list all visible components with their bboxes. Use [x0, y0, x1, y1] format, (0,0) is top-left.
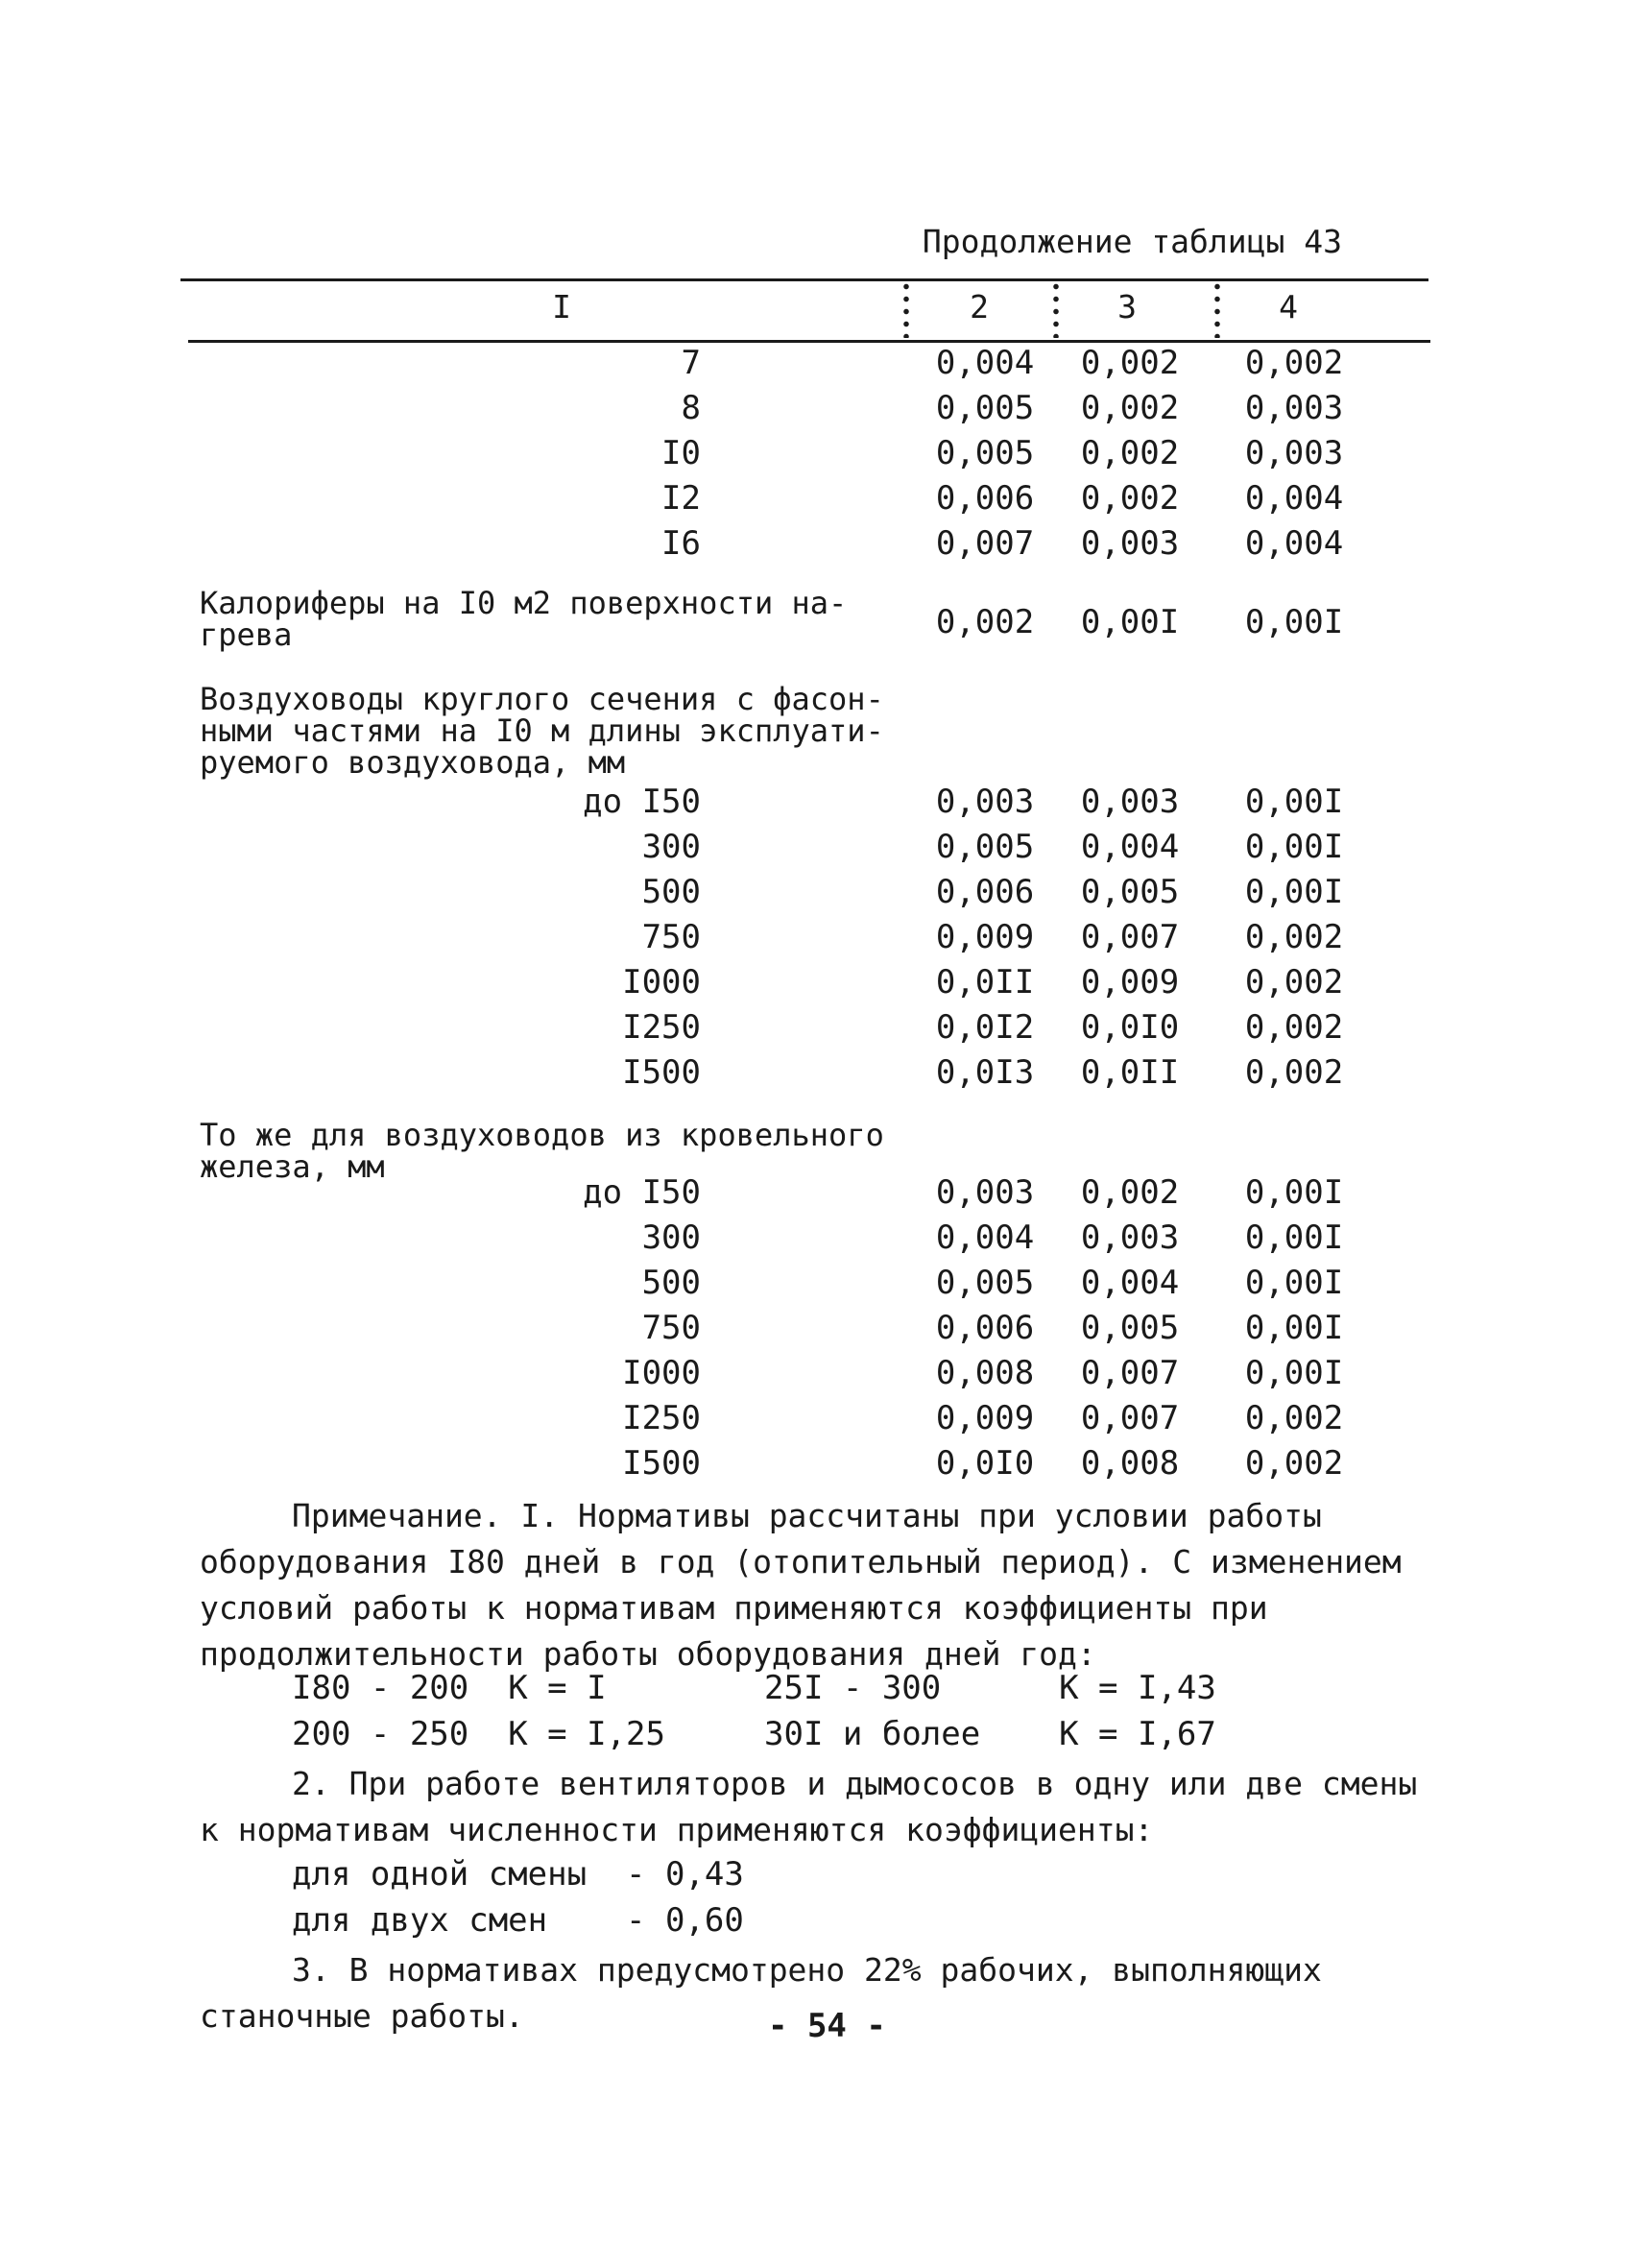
table-header-rule — [188, 340, 1430, 343]
cell-col4: 0,002 — [1244, 1008, 1344, 1047]
cell-col4: 0,004 — [1244, 479, 1344, 518]
column-header-2: 2 — [970, 288, 989, 326]
shift-value: - 0,43 — [626, 1855, 744, 1894]
column-header-4: 4 — [1279, 288, 1298, 326]
cell-col3: 0,003 — [1080, 1218, 1180, 1257]
coefficient-range: 25I - 300 — [764, 1669, 942, 1707]
table-row — [0, 1309, 1632, 1353]
coefficient-value: К = I,25 — [508, 1715, 665, 1753]
note-2-text: 2. При работе вентиляторов и дымососов в одну или две смены к нормативам численности применяются коэффициенты: — [200, 1765, 1418, 1848]
cell-col4: 0,004 — [1244, 524, 1344, 563]
cell-col3: 0,00I — [1080, 603, 1180, 641]
note-1-text: Примечание. I. Нормативы рассчитаны при условии работы оборудования I80 дней в год (отопительный период). С изменением условий работы к нормативам применяются коэффициенты при продолжительности работы оборудования дней год: — [200, 1497, 1402, 1673]
cell-col3: 0,007 — [1080, 1354, 1180, 1392]
row-label: 300 — [641, 828, 701, 866]
row-label: I6 — [661, 524, 701, 563]
row-label: 7 — [681, 344, 701, 382]
cell-col2: 0,008 — [935, 1354, 1035, 1392]
column-header-3: 3 — [1117, 288, 1137, 326]
table-row — [0, 1218, 1632, 1263]
table-row — [0, 873, 1632, 917]
cell-col2: 0,005 — [935, 1264, 1035, 1302]
cell-col3: 0,003 — [1080, 783, 1180, 821]
table-row — [0, 434, 1632, 478]
shift-value: - 0,60 — [626, 1901, 744, 1940]
table-row — [0, 1264, 1632, 1308]
table-row — [0, 918, 1632, 962]
cell-col3: 0,005 — [1080, 873, 1180, 911]
cell-col2: 0,009 — [935, 918, 1035, 956]
cell-col2: 0,007 — [935, 524, 1035, 563]
row-label: 750 — [641, 918, 701, 956]
cell-col3: 0,005 — [1080, 1309, 1180, 1347]
cell-col4: 0,002 — [1244, 963, 1344, 1001]
note-1 — [200, 1493, 1448, 1677]
cell-col3: 0,002 — [1080, 389, 1180, 427]
row-label: до I50 — [583, 783, 701, 821]
shift-coefficient-item — [292, 1855, 744, 1894]
row-label: 500 — [641, 873, 701, 911]
cell-col3: 0,008 — [1080, 1444, 1180, 1483]
cell-col4: 0,00I — [1244, 1173, 1344, 1212]
cell-col3: 0,007 — [1080, 918, 1180, 956]
column-separator — [1053, 280, 1059, 338]
cell-col2: 0,006 — [935, 1309, 1035, 1347]
cell-col2: 0,006 — [935, 479, 1035, 518]
cell-col4: 0,00I — [1244, 828, 1344, 866]
row-label: I250 — [622, 1008, 701, 1047]
row-label: I500 — [622, 1053, 701, 1092]
row-label: до I50 — [583, 1173, 701, 1212]
cell-col3: 0,004 — [1080, 828, 1180, 866]
cell-col3: 0,009 — [1080, 963, 1180, 1001]
coefficient-item — [292, 1715, 665, 1753]
cell-col3: 0,002 — [1080, 479, 1180, 518]
cell-col2: 0,003 — [935, 783, 1035, 821]
cell-col2: 0,005 — [935, 389, 1035, 427]
cell-col4: 0,003 — [1244, 389, 1344, 427]
table-row — [0, 344, 1632, 388]
row-label: I2 — [661, 479, 701, 518]
row-label: I000 — [622, 963, 701, 1001]
cell-col3: 0,0II — [1080, 1053, 1180, 1092]
coefficient-range: I80 - 200 — [292, 1669, 469, 1707]
row-label: I0 — [661, 434, 701, 472]
table-row — [0, 524, 1632, 568]
cell-col4: 0,00I — [1244, 783, 1344, 821]
row-label: I500 — [622, 1444, 701, 1483]
cell-col2: 0,004 — [935, 1218, 1035, 1257]
table-caption: Продолжение таблицы 43 — [922, 223, 1342, 260]
cell-col2: 0,005 — [935, 434, 1035, 472]
table-row — [0, 479, 1632, 523]
coefficient-item — [764, 1669, 1216, 1707]
table-row — [0, 828, 1632, 872]
table-row — [0, 1354, 1632, 1398]
cell-col4: 0,00I — [1244, 1354, 1344, 1392]
cell-col2: 0,0II — [935, 963, 1035, 1001]
cell-col3: 0,007 — [1080, 1399, 1180, 1437]
cell-col2: 0,009 — [935, 1399, 1035, 1437]
cell-col3: 0,002 — [1080, 434, 1180, 472]
coefficient-range: 30I и более — [764, 1715, 981, 1753]
table-row — [0, 783, 1632, 827]
cell-col4: 0,002 — [1244, 1444, 1344, 1483]
cell-col4: 0,00I — [1244, 873, 1344, 911]
page-number: - 54 - — [768, 2007, 886, 2045]
cell-col2: 0,003 — [935, 1173, 1035, 1212]
row-label: I000 — [622, 1354, 701, 1392]
cell-col4: 0,00I — [1244, 1309, 1344, 1347]
column-separator — [903, 280, 909, 338]
column-header-1: I — [552, 288, 571, 326]
table-row — [0, 1399, 1632, 1443]
column-separator — [1214, 280, 1220, 338]
cell-col4: 0,00I — [1244, 1264, 1344, 1302]
cell-col2: 0,0I0 — [935, 1444, 1035, 1483]
row-label: 300 — [641, 1218, 701, 1257]
coefficient-value: К = I,43 — [1059, 1669, 1216, 1707]
cell-col3: 0,002 — [1080, 1173, 1180, 1212]
cell-col3: 0,003 — [1080, 524, 1180, 563]
shift-label: для одной смены — [292, 1855, 588, 1894]
table-row — [0, 963, 1632, 1007]
cell-col3: 0,0I0 — [1080, 1008, 1180, 1047]
table-row — [0, 1173, 1632, 1218]
cell-col3: 0,002 — [1080, 344, 1180, 382]
roof-ducts-title: То же для воздуховодов из кровельного железа, мм — [200, 1117, 884, 1185]
cell-col4: 0,00I — [1244, 1218, 1344, 1257]
table-row — [0, 1053, 1632, 1098]
coefficient-item — [764, 1715, 1216, 1753]
cell-col4: 0,00I — [1244, 603, 1344, 641]
coefficient-value: К = I — [508, 1669, 607, 1707]
coefficient-value: К = I,67 — [1059, 1715, 1216, 1753]
shift-coefficient-item — [292, 1901, 744, 1940]
note-2 — [200, 1761, 1448, 1853]
shift-label: для двух смен — [292, 1901, 548, 1940]
cell-col4: 0,003 — [1244, 434, 1344, 472]
row-label: 750 — [641, 1309, 701, 1347]
row-label: 500 — [641, 1264, 701, 1302]
cell-col4: 0,002 — [1244, 344, 1344, 382]
table-row — [0, 389, 1632, 433]
row-label: I250 — [622, 1399, 701, 1437]
table-row — [0, 1008, 1632, 1052]
cell-col4: 0,002 — [1244, 1399, 1344, 1437]
cell-col2: 0,005 — [935, 828, 1035, 866]
coefficient-item — [292, 1669, 607, 1707]
cell-col2: 0,0I3 — [935, 1053, 1035, 1092]
cell-col4: 0,002 — [1244, 918, 1344, 956]
row-label: 8 — [681, 389, 701, 427]
cell-col4: 0,002 — [1244, 1053, 1344, 1092]
cell-col2: 0,002 — [935, 603, 1035, 641]
round-ducts-title: Воздуховоды круглого сечения с фасон- ными частями на I0 м длины эксплуати- руемого воздуховода, мм — [200, 681, 884, 781]
cell-col2: 0,006 — [935, 873, 1035, 911]
cell-col2: 0,0I2 — [935, 1008, 1035, 1047]
table-row — [0, 1444, 1632, 1488]
cell-col3: 0,004 — [1080, 1264, 1180, 1302]
table-top-rule — [180, 278, 1428, 281]
table-row — [0, 603, 1632, 647]
cell-col2: 0,004 — [935, 344, 1035, 382]
coefficient-range: 200 - 250 — [292, 1715, 469, 1753]
note-3-text: 3. В нормативах предусмотрено 22% рабочих, выполняющих станочные работы. — [200, 1951, 1322, 2035]
heaters-label: Калориферы на I0 м2 поверхности на- грева — [200, 585, 848, 653]
